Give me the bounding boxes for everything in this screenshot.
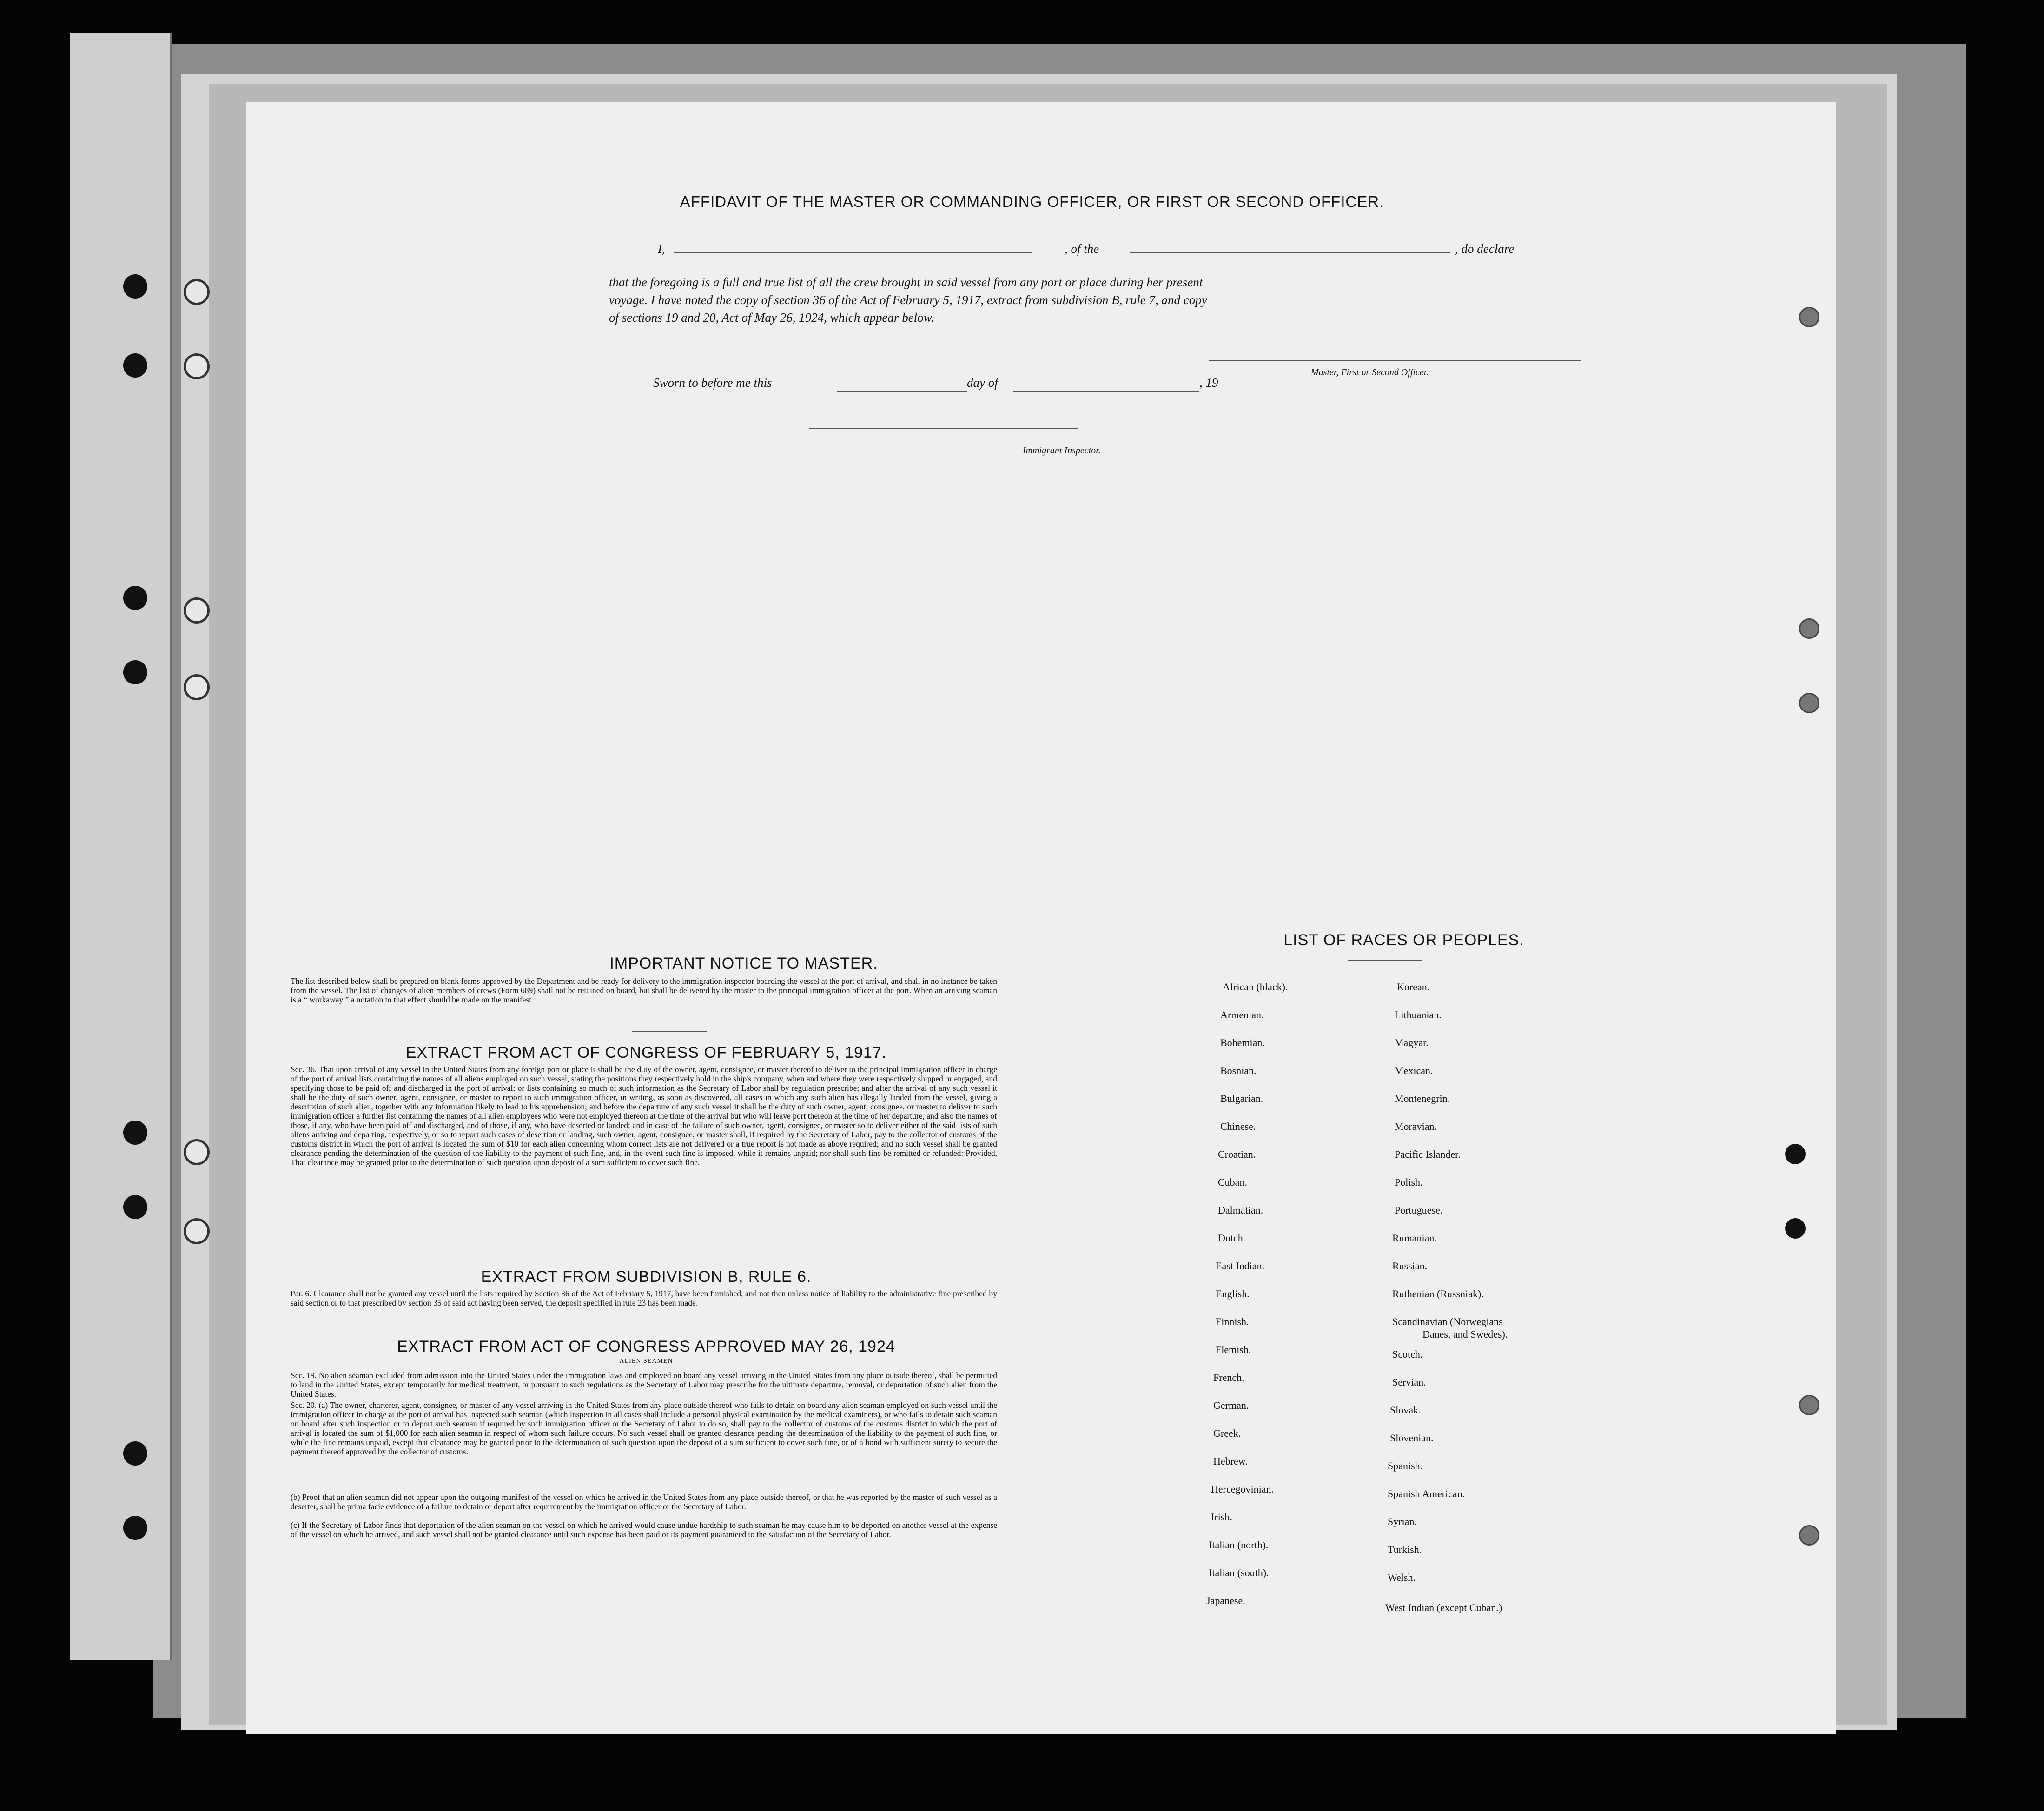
extract-1924-sec20a: Sec. 20. (a) The owner, charterer, agent, consignee, or master of any vessel arriving in the United States from any place outside thereof who fails to detain on board any alien seaman employed on such vessel until the immigration officer in charge at the port of arrival has inspected such seaman (which inspection in all cases shall include a personal physical examination by the medical examiners), or who fails to detain such seaman on board after such inspection or to deport such seaman if required by such immigration officer or the Secretary of Labor to do so, shall pay to the collector of customs of the customs district in which the port of arrival is located the sum of $1,000 for each alien seaman in respect of whom such failure occurs. No such vessel shall be granted clearance pending the determination of the liability to the payment of such fine, or while the fine remains unpaid, except that clearance may be granted prior to the determination of such question upon the deposit of a sum sufficient to cover such fine, or of a bond with sufficient surety to secure the payment thereof approved by the collector of customs. — [291, 1400, 997, 1456]
master-label: Master, First or Second Officer. — [1311, 367, 1429, 378]
extract-1917-title: EXTRACT FROM ACT OF CONGRESS OF FEBRUARY 5, 1917. — [405, 1044, 887, 1061]
race-item: Rumanian. — [1392, 1232, 1437, 1244]
race-item: German. — [1213, 1400, 1249, 1411]
sworn-day-line — [837, 391, 967, 392]
race-item: Scandinavian (Norwegians — [1392, 1316, 1503, 1327]
page-hole — [1799, 693, 1819, 713]
binder-hole — [123, 1441, 147, 1466]
race-item: Pacific Islander. — [1395, 1148, 1461, 1160]
punch-mark — [1785, 1218, 1806, 1239]
race-item: Syrian. — [1388, 1516, 1417, 1527]
divider — [632, 1031, 707, 1032]
declare-do: , do declare — [1455, 242, 1515, 256]
race-item: Bosnian. — [1220, 1065, 1257, 1076]
binder-hole — [123, 274, 147, 299]
extract-1924-title: EXTRACT FROM ACT OF CONGRESS APPROVED MAY 26, 1924 — [397, 1338, 895, 1355]
inspector-signature-line — [809, 428, 1078, 429]
race-item: Korean. — [1397, 981, 1430, 993]
race-item: English. — [1216, 1288, 1250, 1300]
page-hole — [1799, 1395, 1819, 1415]
race-item: Slovak. — [1390, 1404, 1421, 1416]
punch-mark — [1785, 1144, 1806, 1164]
race-item: Lithuanian. — [1395, 1009, 1442, 1021]
affidavit-body-line-2: voyage. I have noted the copy of section 36 of the Act of February 5, 1917, extract from subdivision B, rule 7, and copy — [609, 293, 1207, 307]
notice-text: The list described below shall be prepared on blank forms approved by the Department and be ready for delivery to the immigration inspector boarding the vessel at the port of arrival, and shall in no instance be taken from the vessel. The list of changes of alien members of crews (Form 689) shall not be retained on board, but shall be delivered by the master to the principal immigration officer at the port. When an arriving seaman is a “ workaway ” a notation to that effect should be made on the manifest. — [291, 976, 997, 1004]
races-title: LIST OF RACES OR PEOPLES. — [1283, 931, 1524, 949]
race-item: East Indian. — [1216, 1260, 1265, 1272]
page-hole — [1799, 618, 1819, 639]
affidavit-body-line-3: of sections 19 and 20, Act of May 26, 1924, which appear below. — [609, 311, 934, 325]
divider — [1348, 960, 1422, 961]
race-item: Italian (north). — [1209, 1539, 1269, 1551]
binder-hole — [123, 1121, 147, 1145]
race-item: Ruthenian (Russniak). — [1392, 1288, 1484, 1300]
race-item: Scotch. — [1392, 1348, 1423, 1360]
inspector-label: Immigrant Inspector. — [1023, 445, 1101, 456]
extract-1924-subtitle: ALIEN SEAMEN — [619, 1358, 673, 1365]
binder-hole — [123, 586, 147, 610]
crew-manifest-page — [246, 102, 1836, 1734]
race-item: Welsh. — [1388, 1572, 1416, 1583]
affidavit-title: AFFIDAVIT OF THE MASTER OR COMMANDING OFFICER, OR FIRST OR SECOND OFFICER. — [680, 193, 1384, 210]
race-item: Japanese. — [1206, 1595, 1245, 1606]
extract-1924-sec20b: (b) Proof that an alien seaman did not appear upon the outgoing manifest of the vessel on which he arrived in the United States from any place outside thereof, or that he was reported by the master of such vessel as a deserter, shall be prima facie evidence of a failure to detain or deport after requirement by the immigration officer or the Secretary of Labor. — [291, 1493, 997, 1511]
race-item: Spanish. — [1388, 1460, 1423, 1472]
extract-rule6-title: EXTRACT FROM SUBDIVISION B, RULE 6. — [481, 1268, 812, 1286]
binder-hole — [123, 660, 147, 684]
extract-rule6-text: Par. 6. Clearance shall not be granted any vessel until the lists required by Section 36 of the Act of February 5, 1917, have been furnished, and not then unless notice of liability to the administrative fine prescribed by said section or to that prescribed by section 35 of said act having been served, the deposit specified in rule 23 has been made. — [291, 1289, 997, 1307]
race-item: Moravian. — [1395, 1121, 1437, 1132]
race-item: French. — [1213, 1372, 1244, 1383]
binder-hole — [123, 1195, 147, 1219]
race-item: Bohemian. — [1220, 1037, 1265, 1048]
race-item: Cuban. — [1218, 1176, 1247, 1188]
year-label: , 19 — [1199, 376, 1218, 390]
race-item: Slovenian. — [1390, 1432, 1434, 1444]
sworn-month-line — [1013, 391, 1199, 392]
declare-i: I, — [658, 242, 665, 256]
race-item: Montenegrin. — [1395, 1093, 1450, 1104]
binder-ring — [184, 1139, 210, 1165]
race-item: Italian (south). — [1209, 1567, 1269, 1579]
master-signature-line — [1209, 360, 1581, 361]
race-item: Bulgarian. — [1220, 1093, 1263, 1104]
binder-ring — [184, 279, 210, 305]
binder-ring — [184, 597, 210, 624]
race-item: Croatian. — [1218, 1148, 1256, 1160]
affidavit-body-line-1: that the foregoing is a full and true list of all the crew brought in said vessel from any port or place during her present — [609, 275, 1203, 289]
race-item: Dalmatian. — [1218, 1204, 1263, 1216]
race-item: Servian. — [1392, 1376, 1426, 1388]
declare-of-the: , of the — [1065, 242, 1099, 256]
race-item: Chinese. — [1220, 1121, 1256, 1132]
binder-spine — [70, 33, 172, 1660]
extract-1917-text: Sec. 36. That upon arrival of any vessel in the United States from any foreign port or place it shall be the duty of the owner, agent, consignee, or master thereof to deliver to the principal immigration officer in charge of the port of arrival lists containing the names of all aliens employed on such vessel, stating the positions they respectively hold in the ship's company, when and where they were respectively shipped or engaged, and specifying those to be paid off and discharged in the port of arrival; or lists containing so much of such information as the Secretary of Labor shall by regulation prescribe; and after the arrival of any such vessel it shall be the duty of such owner, agent, consignee, or master to report to such immigration officer, in writing, as soon as discovered, all cases in which any such alien has illegally landed from the vessel, giving a description of such alien, together with any information likely to lead to his apprehension; and before the departure of any such vessel it shall be the duty of such owner, agent, consignee, or master to deliver to such immigration officer a further list containing the names of all alien employees who were not employed thereon at the time of the arrival but who will leave port thereon at the time of her departure, and also the names of those, if any, who have been paid off and discharged, and of those, if any, who have deserted or landed; and in case of the failure of such owner, agent, consignee, or master so to deliver either of the said lists of such aliens arriving and departing, respectively, or so to report such cases of desertion or landing, such owner, agent, consignee, or master shall, if required by the Secretary of Labor, pay to the collector of customs of the customs district in which the port of arrival is located the sum of $10 for each alien concerning whom correct lists are not delivered or a true report is not made as above required; and no such vessel shall be granted clearance pending the determination of the question of the liability to the payment of such fine, and, in the event such fine is imposed, while it remains unpaid; nor shall such fine be remitted or refunded: Provided, That clearance may be granted prior to the determination of such question upon deposit of a sum sufficient to cover such fine. — [291, 1065, 997, 1167]
race-item: Hercegovinian. — [1211, 1483, 1274, 1495]
binder-ring — [184, 1218, 210, 1244]
binder-hole — [123, 1516, 147, 1540]
race-item: Hebrew. — [1213, 1455, 1248, 1467]
race-item: Flemish. — [1216, 1344, 1251, 1355]
race-item: Spanish American. — [1388, 1488, 1465, 1499]
race-item: Turkish. — [1388, 1544, 1422, 1555]
race-item: Dutch. — [1218, 1232, 1246, 1244]
day-of-label: day of — [967, 376, 998, 390]
binder-ring — [184, 353, 210, 379]
race-item: Finnish. — [1216, 1316, 1249, 1327]
race-item: West Indian (except Cuban.) — [1385, 1602, 1502, 1613]
page-hole — [1799, 1525, 1819, 1546]
race-item: Magyar. — [1395, 1037, 1429, 1048]
race-item: Irish. — [1211, 1511, 1232, 1523]
race-item: Portuguese. — [1395, 1204, 1443, 1216]
notice-title: IMPORTANT NOTICE TO MASTER. — [609, 955, 878, 972]
sworn-label: Sworn to before me this — [653, 376, 772, 390]
race-item: Russian. — [1392, 1260, 1428, 1272]
race-item: Mexican. — [1395, 1065, 1433, 1076]
race-item: Danes, and Swedes). — [1422, 1328, 1508, 1340]
page-hole — [1799, 307, 1819, 327]
binder-hole — [123, 353, 147, 378]
vessel-line — [1130, 252, 1450, 253]
extract-1924-sec20c: (c) If the Secretary of Labor finds that deportation of the alien seaman on the vessel on which he arrived would cause undue hardship to such seaman he may cause him to be deported on another vessel at the expense of the vessel on which he arrived, and such vessel shall not be granted clearance until such expense has been paid or its payment guaranteed to the satisfaction of the Secretary of Labor. — [291, 1520, 997, 1539]
race-item: Greek. — [1213, 1427, 1241, 1439]
binder-ring — [184, 674, 210, 700]
extract-1924-sec19: Sec. 19. No alien seaman excluded from admission into the United States under the immigration laws and employed on board any vessel arriving in the United States from any place outside thereof, shall be permitted to land in the United States, except temporarily for medical treatment, or pursuant to such regulations as the Secretary of Labor may prescribe for the ultimate departure, removal, or deportation of such alien from the United States. — [291, 1371, 997, 1399]
name-line — [674, 252, 1032, 253]
race-item: African (black). — [1223, 981, 1288, 993]
race-item: Polish. — [1395, 1176, 1423, 1188]
race-item: Armenian. — [1220, 1009, 1264, 1021]
